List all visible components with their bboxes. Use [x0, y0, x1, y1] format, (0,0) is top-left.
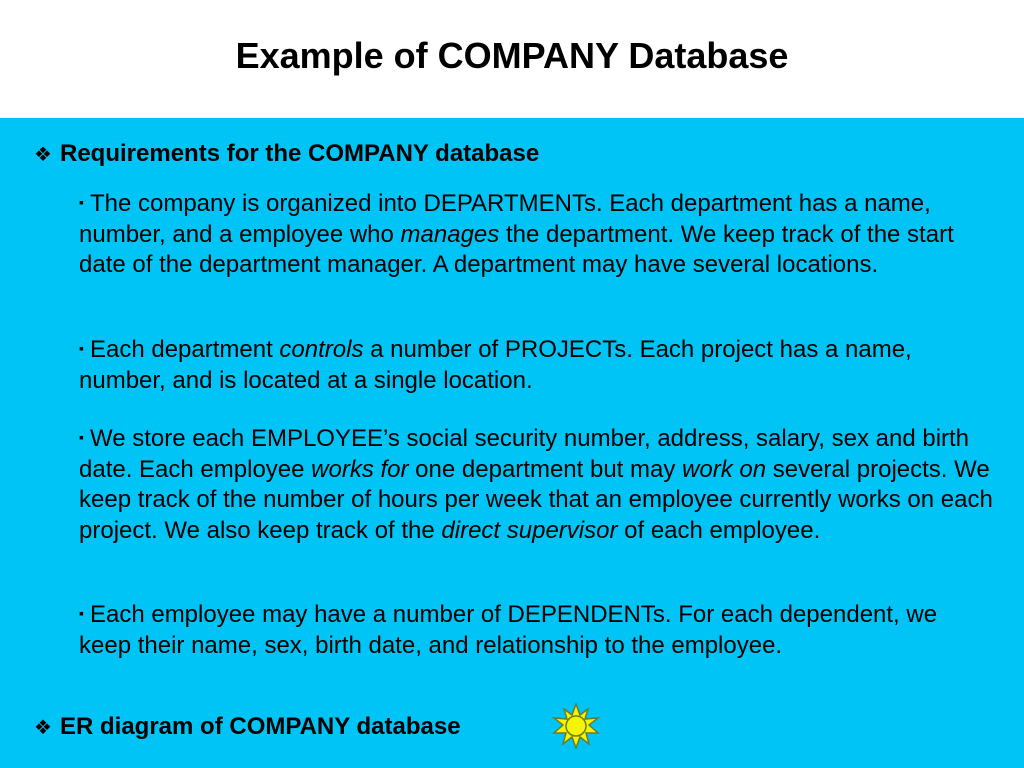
item-text: of each employee.	[617, 516, 821, 544]
item-emphasis: direct supervisor	[441, 516, 618, 544]
item-text: The company is organized into DEPARTMENTs. Each department has a name, number, and a employee who	[79, 190, 931, 248]
square-bullet-icon: ▪	[79, 429, 84, 445]
slide-title: Example of COMPANY Database	[235, 35, 789, 76]
sun-core	[566, 716, 586, 736]
item-emphasis: work on	[682, 455, 767, 483]
item-text: Each department	[89, 336, 280, 363]
item-text: We store each EMPLOYEE’s social security number, address, salary, sex and birth date. Each employee	[79, 425, 970, 483]
sun-icon[interactable]	[551, 703, 601, 749]
item-text: the department. We keep track of the start date of the department manager. A department may have several locations.	[79, 220, 954, 278]
item-emphasis: works for	[311, 455, 409, 483]
requirement-item-dependents	[79, 598, 994, 661]
bullet-er-diagram-text[interactable]: ER diagram of COMPANY database	[60, 713, 461, 740]
title-area	[0, 0, 1024, 118]
item-text: a number of PROJECTs. Each project has a name, number, and is located at a single location.	[79, 336, 912, 394]
item-emphasis: manages	[400, 220, 500, 248]
bullet-requirements	[34, 139, 539, 170]
requirement-item-departments	[79, 187, 994, 281]
item-text: several projects. We keep track of the number of hours per week that an employee currently works on each project. We also keep track of the	[79, 455, 993, 544]
item-text: Each employee may have a number of DEPENDENTs. For each dependent, we keep their name, sex, birth date, and relationship to the employee.	[79, 601, 938, 659]
bullet-er-diagram[interactable]	[34, 712, 461, 743]
bullet-requirements-text: Requirements for the COMPANY database	[60, 140, 540, 167]
item-text: one department but may	[408, 455, 683, 483]
requirement-item-projects	[79, 333, 994, 396]
diamond-bullet-icon: ❖	[34, 717, 52, 739]
square-bullet-icon: ▪	[79, 194, 84, 210]
item-emphasis: controls	[279, 336, 364, 363]
requirement-item-employees	[79, 422, 994, 546]
diamond-bullet-icon: ❖	[34, 144, 52, 166]
square-bullet-icon: ▪	[79, 340, 84, 356]
square-bullet-icon: ▪	[79, 605, 84, 621]
